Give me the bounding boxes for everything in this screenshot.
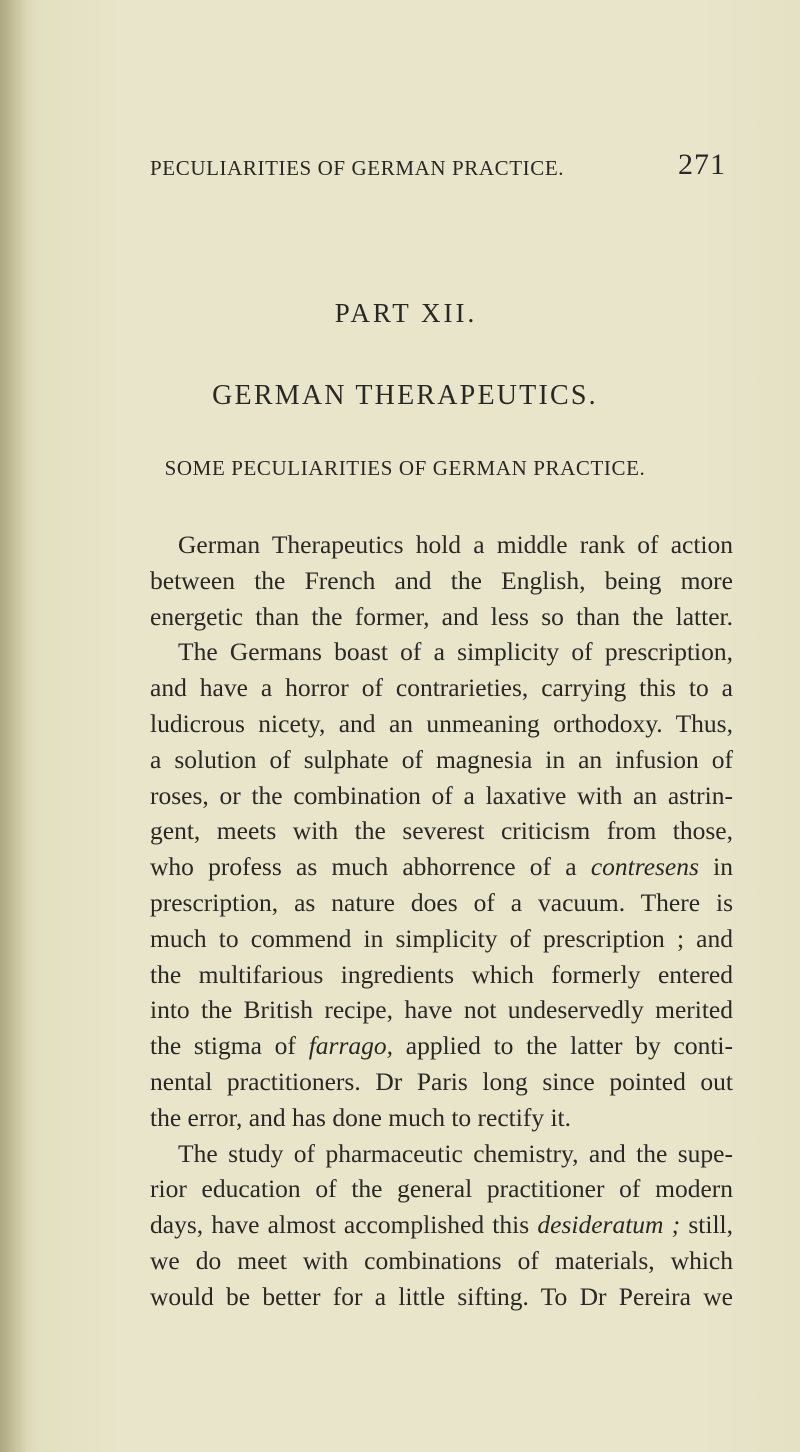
running-head-title: PECULIARITIES OF GERMAN PRACTICE.: [150, 156, 565, 180]
text-line: roses, or the combination of a laxative with an astrin-: [150, 780, 733, 810]
text-line: and have a horror of contrarieties, carrying this to a: [150, 673, 733, 703]
text-segment: the stigma of: [150, 1031, 309, 1061]
text-line: the multifarious ingredients which formerly entered: [150, 959, 733, 989]
page-gutter-shadow: [0, 0, 28, 1452]
italic-term: farrago,: [308, 1031, 393, 1061]
text-line: we do meet with combinations of materials, which: [150, 1245, 733, 1275]
body-text: [150, 527, 733, 1315]
text-line: [150, 1207, 733, 1243]
text-line: energetic than the former, and less so than the latter.: [150, 601, 733, 631]
section-title: GERMAN THERAPEUTICS.: [212, 380, 598, 411]
text-line: [150, 1028, 733, 1064]
text-line: prescription, as nature does of a vacuum. There is: [150, 887, 733, 917]
italic-term: contresens: [590, 852, 699, 882]
text-line: between the French and the English, being more: [150, 565, 733, 595]
page-number: 271: [678, 148, 726, 181]
text-line: nental practitioners. Dr Paris long since pointed out: [150, 1066, 733, 1096]
text-line: gent, meets with the severest criticism from those,: [150, 816, 733, 846]
text-segment: days, have almost accomplished this: [150, 1210, 538, 1240]
text-line: The study of pharmaceutic chemistry, and the supe-: [178, 1138, 733, 1168]
text-segment: in: [698, 852, 733, 882]
text-line: into the British recipe, have not undeservedly merited: [150, 995, 733, 1025]
text-line: the error, and has done much to rectify it.: [150, 1102, 571, 1132]
text-segment: who profess as much abhorrence of a: [150, 852, 591, 882]
text-line: rior education of the general practitioner of modern: [150, 1174, 733, 1204]
text-line: German Therapeutics hold a middle rank of action: [178, 530, 733, 559]
text-line: much to commend in simplicity of prescription ; and: [150, 923, 733, 953]
running-head: [150, 148, 726, 182]
text-line: The Germans boast of a simplicity of prescription,: [178, 637, 733, 667]
text-line: would be better for a little sifting. To Dr Pereira we: [150, 1281, 733, 1311]
text-segment: applied to the latter by conti-: [393, 1031, 733, 1061]
section-subtitle: SOME PECULIARITIES OF GERMAN PRACTICE.: [164, 456, 646, 480]
text-line: ludicrous nicety, and an unmeaning orthodoxy. Thus,: [150, 708, 733, 738]
part-title: PART XII.: [334, 298, 478, 328]
text-line: [150, 849, 733, 885]
text-segment: still,: [680, 1210, 734, 1240]
text-line: a solution of sulphate of magnesia in an infusion of: [150, 744, 733, 774]
italic-term: desideratum ;: [537, 1210, 681, 1240]
